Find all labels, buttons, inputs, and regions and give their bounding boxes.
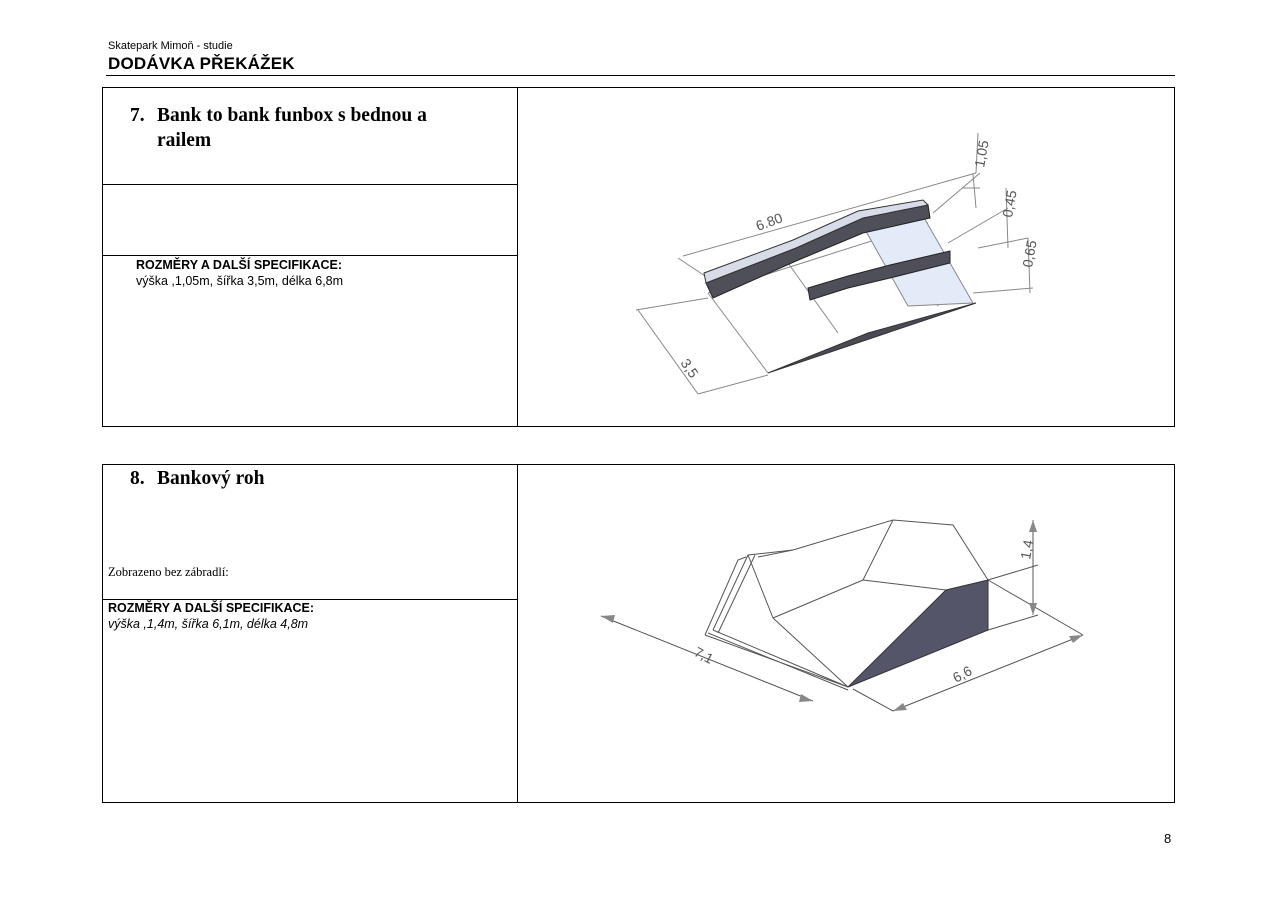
dim-height2: 0,45 bbox=[999, 188, 1020, 219]
header-rule bbox=[106, 75, 1175, 76]
doc-title: DODÁVKA PŘEKÁŽEK bbox=[108, 54, 295, 73]
item-7-number: 7. bbox=[130, 105, 145, 126]
dim-height: 1,4 bbox=[1017, 538, 1037, 561]
dim-length: 7,1 bbox=[691, 643, 717, 667]
funbox-drawing bbox=[518, 88, 1175, 426]
item-7-title-line1: Bank to bank funbox s bednou a bbox=[157, 105, 427, 126]
page-number: 8 bbox=[1164, 831, 1172, 846]
item-8-title-text: Bankový roh bbox=[157, 468, 265, 489]
dim-length: 6.80 bbox=[753, 209, 785, 234]
bank-corner-drawing bbox=[518, 465, 1175, 802]
item-7-title bbox=[130, 103, 427, 153]
dim-height1: 1,05 bbox=[971, 138, 992, 169]
item-8-spec-heading: ROZMĚRY A DALŠÍ SPECIFIKACE: bbox=[108, 601, 315, 615]
item-7-drawing bbox=[518, 88, 1174, 426]
item-7-title-line2: railem bbox=[157, 130, 212, 151]
item-8-spec-value: výška ,1,4m, šířka 6,1m, délka 4,8m bbox=[108, 617, 309, 631]
doc-subtitle: Skatepark Mimoň - studie bbox=[108, 40, 233, 52]
dim-width: 3,5 bbox=[677, 355, 702, 381]
item-7-spec-heading: ROZMĚRY A DALŠÍ SPECIFIKACE: bbox=[136, 258, 343, 272]
item-7-block bbox=[102, 87, 1175, 427]
item-8-title bbox=[130, 466, 264, 491]
divider bbox=[103, 184, 518, 185]
dim-width: 6,6 bbox=[949, 662, 975, 686]
divider bbox=[103, 599, 518, 600]
item-8-number: 8. bbox=[130, 468, 145, 489]
item-8-drawing bbox=[518, 465, 1174, 802]
item-8-block bbox=[102, 464, 1175, 803]
item-8-note: Zobrazeno bez zábradlí: bbox=[108, 565, 229, 579]
item-8-info bbox=[103, 465, 518, 802]
item-7-info bbox=[103, 88, 518, 426]
divider bbox=[103, 255, 518, 256]
item-7-spec-value: výška ,1,05m, šířka 3,5m, délka 6,8m bbox=[136, 274, 344, 288]
dim-height3: 0,65 bbox=[1019, 238, 1040, 269]
